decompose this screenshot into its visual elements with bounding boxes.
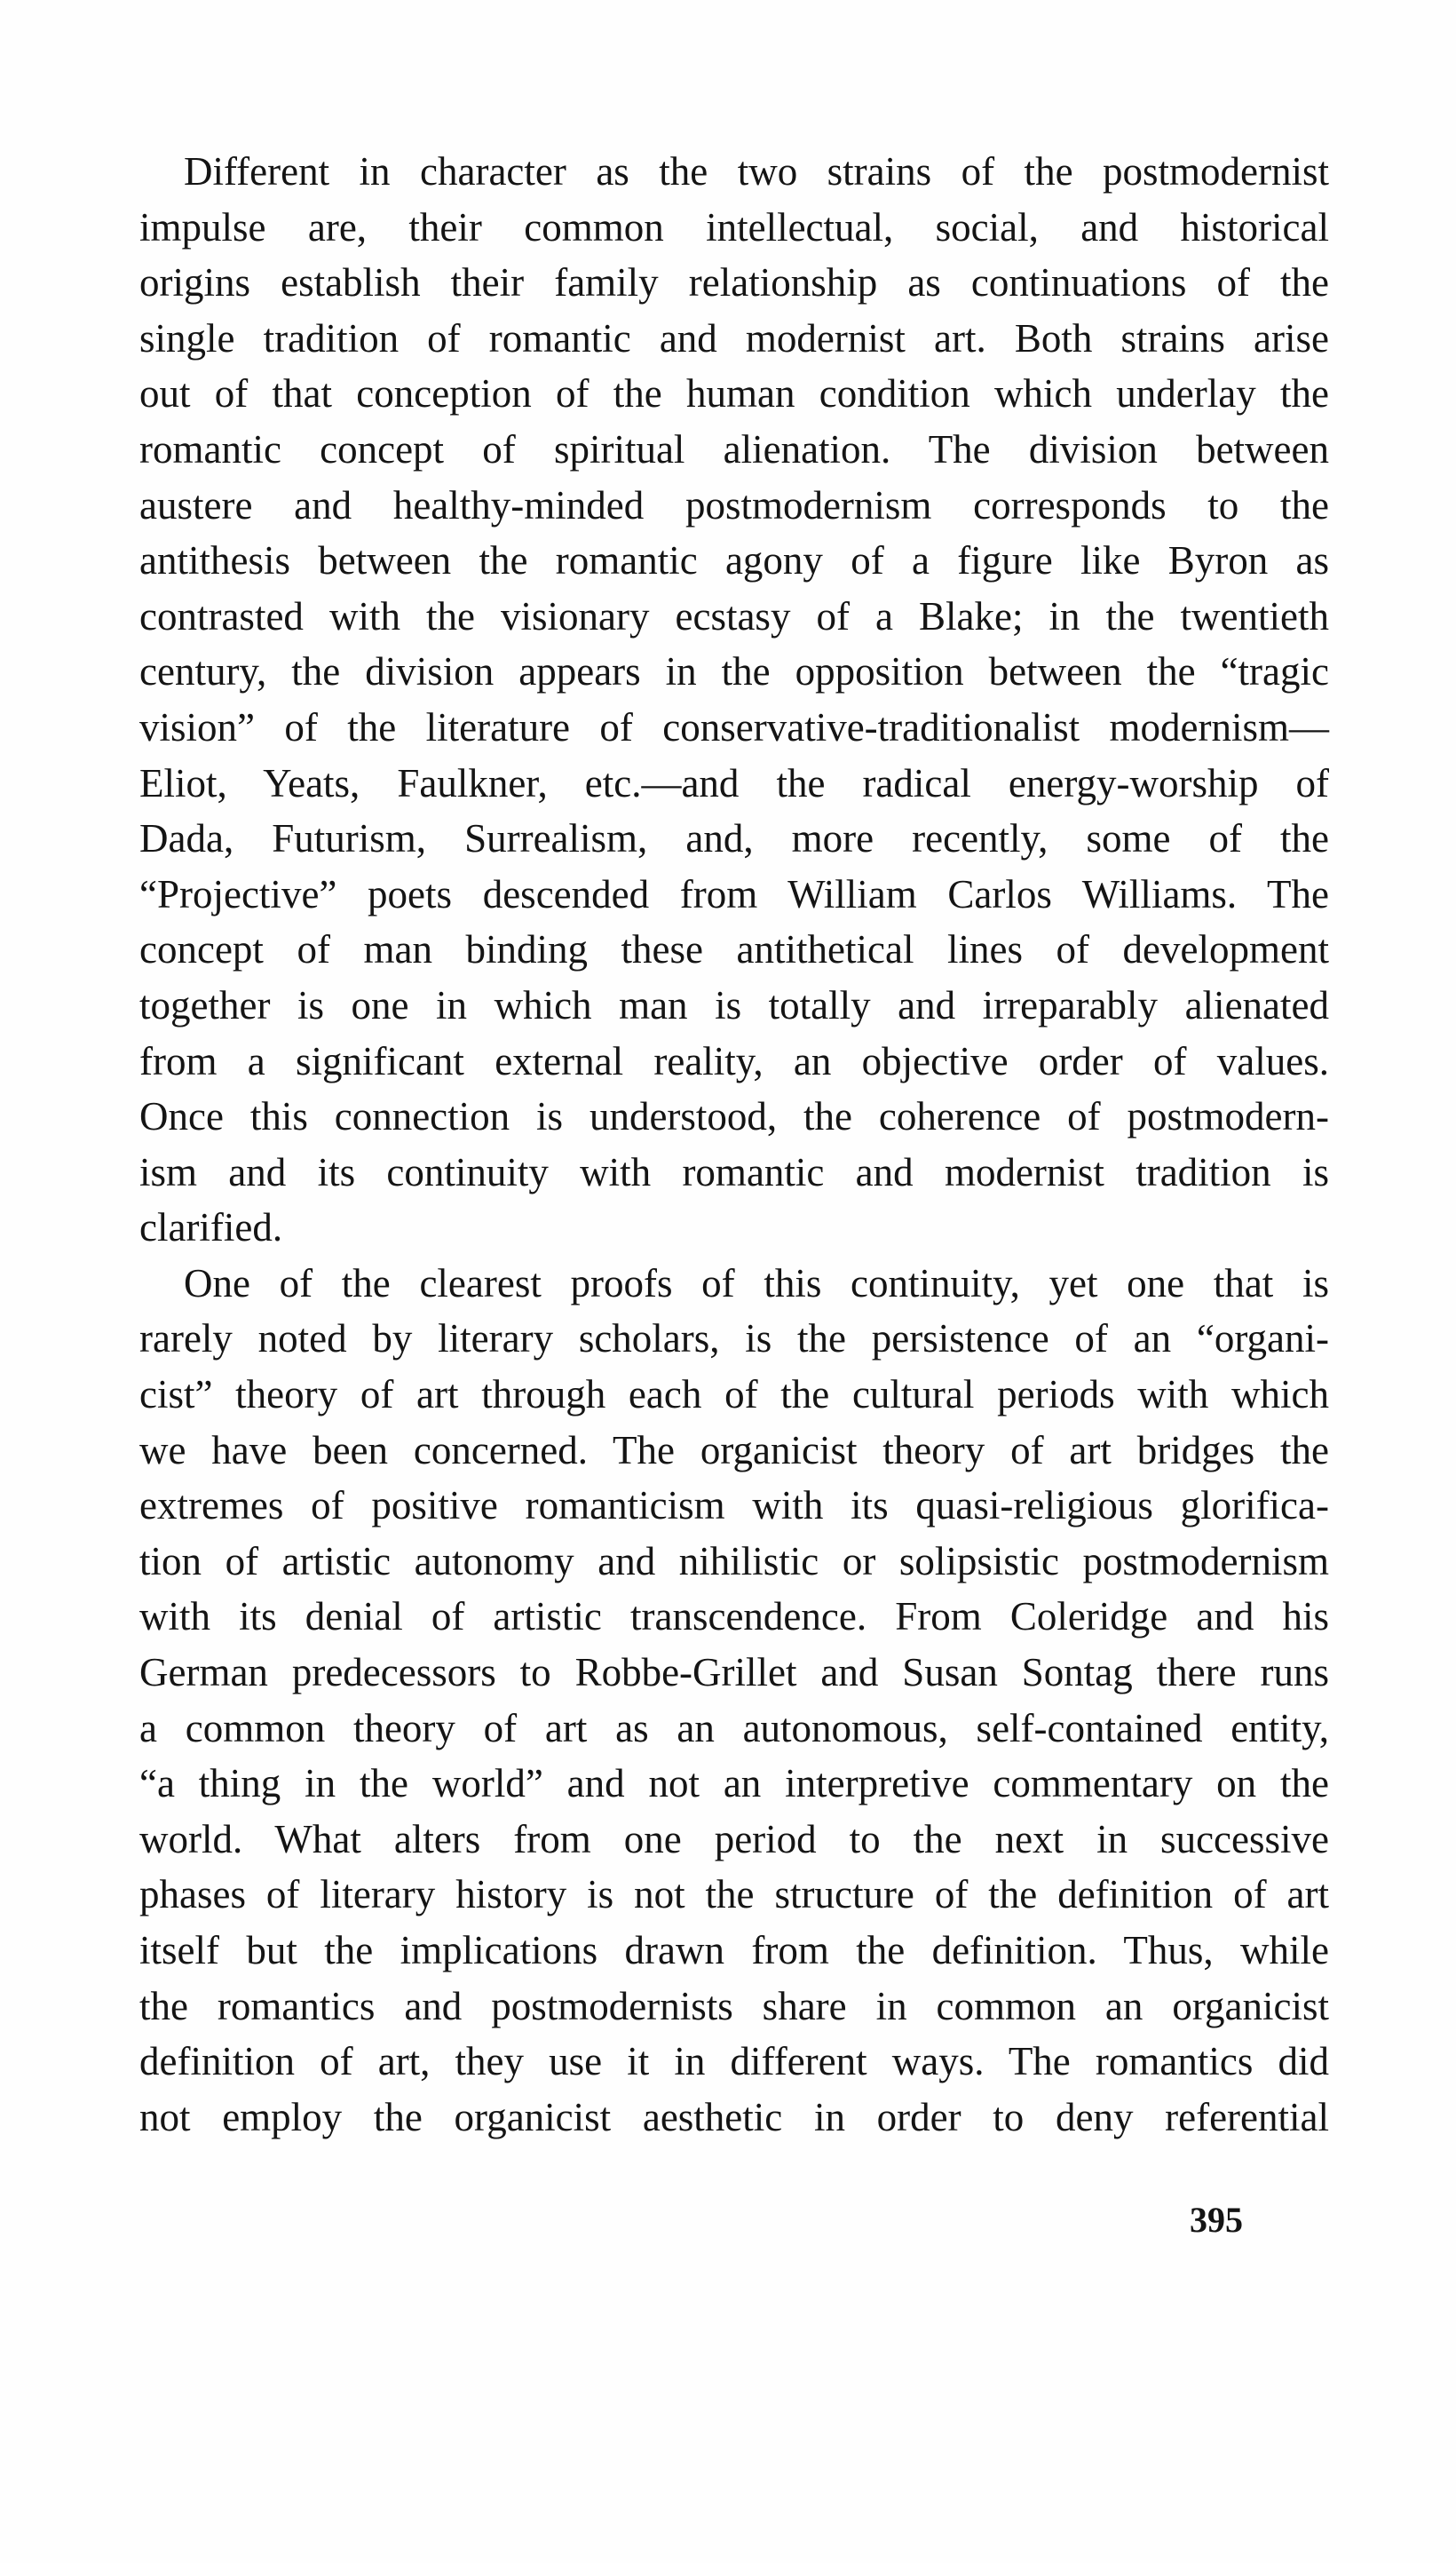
text-line: romantic concept of spiritual alienation. The division between [139, 426, 1329, 472]
text-line: antithesis between the romantic agony of a figure like Byron as [139, 538, 1329, 583]
text-line: together is one in which man is totally and irreparably alienated [139, 982, 1329, 1028]
text-line: itself but the implications drawn from the definition. Thus, while [139, 1928, 1329, 1972]
text-line: we have been concerned. The organicist theory of art bridges the [139, 1427, 1329, 1472]
text-line: phases of literary history is not the structure of the definition of art [139, 1872, 1329, 1917]
text-line: contrasted with the visionary ecstasy of a Blake; in the twentieth [139, 593, 1329, 639]
text-line: concept of man binding these antithetical lines of development [139, 927, 1329, 972]
text-line: definition of art, they use it in different ways. The romantics did [139, 2039, 1329, 2084]
body-text [139, 144, 1329, 2145]
text-line: century, the division appears in the opposition between the “tragic [139, 649, 1329, 694]
text-line: extremes of positive romanticism with its quasi-religious glorifica- [139, 1483, 1329, 1528]
text-line: cist” theory of art through each of the cultural periods with which [139, 1372, 1329, 1417]
text-line: single tradition of romantic and modernist art. Both strains arise [139, 315, 1329, 361]
text-line: “Projective” poets descended from William Carlos Williams. The [139, 871, 1329, 916]
text-line: world. What alters from one period to the next in successive [139, 1816, 1329, 1861]
paragraph-1 [139, 144, 1329, 1256]
text-line: from a significant external reality, an objective order of values. [139, 1038, 1329, 1083]
text-line: austere and healthy-minded postmodernism corresponds to the [139, 482, 1329, 528]
text-line: Once this connection is understood, the coherence of postmodern- [139, 1094, 1329, 1139]
text-line: tion of artistic autonomy and nihilistic or solipsistic postmodernism [139, 1538, 1329, 1583]
text-line: with its denial of artistic transcendence. From Coleridge and his [139, 1594, 1329, 1639]
text-line: German predecessors to Robbe-Grillet and Susan Sontag there runs [139, 1650, 1329, 1695]
text-line: the romantics and postmodernists share in common an organicist [139, 1983, 1329, 2028]
page-number: 395 [1190, 2200, 1243, 2240]
text-line: vision” of the literature of conservative-traditionalist modernism— [139, 704, 1329, 750]
text-line: clarified. [139, 1205, 283, 1250]
text-line: ism and its continuity with romantic and modernist tradition is [139, 1149, 1329, 1194]
text-line: Different in character as the two strains of the postmodernist [184, 149, 1329, 194]
text-line: One of the clearest proofs of this continuity, yet one that is [184, 1260, 1329, 1305]
text-line: Eliot, Yeats, Faulkner, etc.—and the radical energy-worship of [139, 760, 1329, 805]
text-line: rarely noted by literary scholars, is the persistence of an “organi- [139, 1316, 1329, 1361]
text-line: Dada, Futurism, Surrealism, and, more recently, some of the [139, 816, 1329, 861]
text-line: origins establish their family relationship as continuations of the [139, 260, 1329, 305]
text-line: impulse are, their common intellectual, social, and historical [139, 204, 1329, 250]
text-line: “a thing in the world” and not an interpretive commentary on the [139, 1761, 1329, 1806]
paragraph-2 [139, 1256, 1329, 2146]
text-line: a common theory of art as an autonomous, self-contained entity, [139, 1705, 1329, 1750]
text-line: out of that conception of the human condition which underlay the [139, 371, 1329, 417]
text-line: not employ the organicist aesthetic in order to deny referential [139, 2094, 1329, 2139]
